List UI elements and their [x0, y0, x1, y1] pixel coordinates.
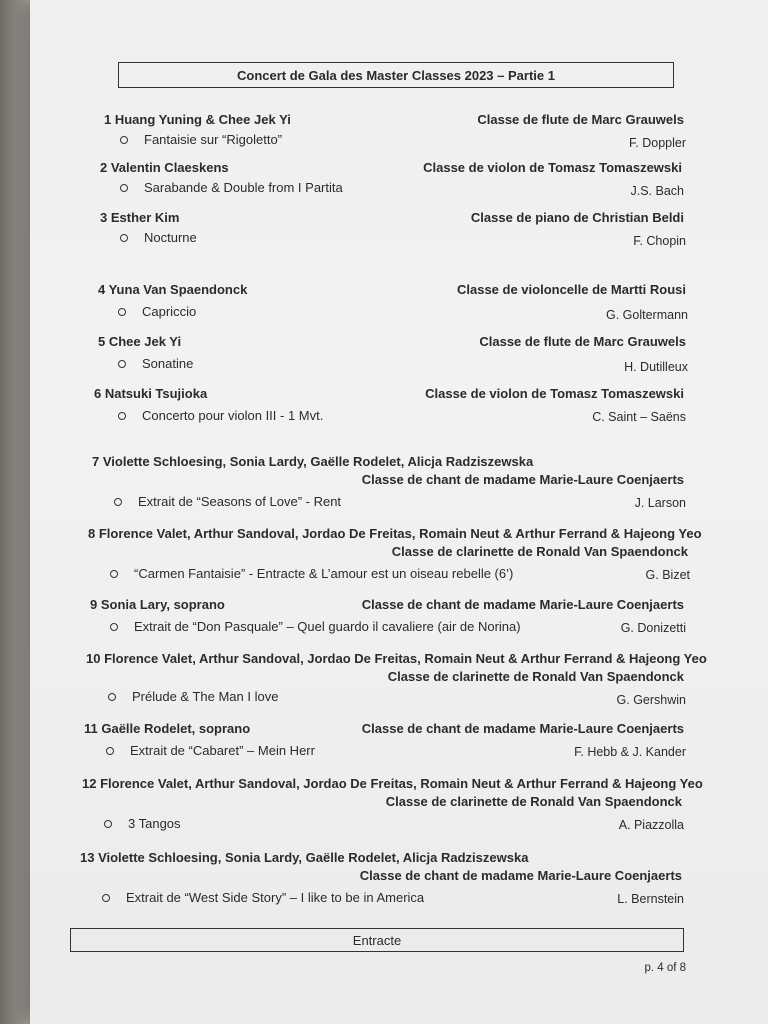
bullet-icon — [120, 234, 128, 242]
composer-name: F. Doppler — [629, 136, 686, 150]
class-name: Classe de chant de madame Marie-Laure Coenjaerts — [361, 597, 684, 612]
composer-name: J. Larson — [634, 496, 686, 510]
performer-name: 9 Sonia Lary, soprano — [90, 597, 225, 612]
performer-name: 5 Chee Jek Yi — [98, 334, 182, 349]
composer-name: G. Gershwin — [616, 693, 686, 707]
bullet-icon — [108, 693, 116, 701]
composer-name: L. Bernstein — [617, 892, 684, 906]
piece-line — [120, 230, 197, 245]
piece-title: Extrait de “West Side Story” – I like to be in America — [126, 890, 425, 905]
performer-name: 13 Violette Schloesing, Sonia Lardy, Gaëlle Rodelet, Alicja Radziszewska — [80, 850, 529, 865]
program-title-box — [118, 62, 674, 88]
entracte-box — [70, 928, 684, 952]
bullet-icon — [120, 184, 128, 192]
piece-title: Extrait de “Seasons of Love” - Rent — [138, 494, 342, 509]
piece-line — [108, 689, 278, 704]
background-surface — [0, 0, 30, 1024]
bullet-icon — [114, 498, 122, 506]
bullet-icon — [110, 623, 118, 631]
class-name: Classe de violon de Tomasz Tomaszewski — [423, 160, 682, 175]
piece-line — [120, 132, 282, 147]
bullet-icon — [118, 412, 126, 420]
composer-name: G. Goltermann — [606, 308, 688, 322]
program-title: Concert de Gala des Master Classes 2023 – Partie 1 — [237, 67, 555, 83]
performer-name: 4 Yuna Van Spaendonck — [98, 282, 248, 297]
bullet-icon — [118, 360, 126, 368]
bullet-icon — [104, 820, 112, 828]
class-name: Classe de flute de Marc Grauwels — [479, 334, 686, 349]
bullet-icon — [106, 747, 114, 755]
class-name: Classe de violoncelle de Martti Rousi — [456, 282, 686, 297]
performer-name: 10 Florence Valet, Arthur Sandoval, Jordao De Freitas, Romain Neut & Arthur Ferrand & Hajeong Yeo — [86, 651, 707, 666]
performer-name: 3 Esther Kim — [100, 210, 180, 225]
piece-line — [118, 356, 193, 371]
piece-line — [102, 890, 424, 905]
performer-name: 6 Natsuki Tsujioka — [94, 386, 208, 401]
performer-name: 1 Huang Yuning & Chee Jek Yi — [104, 112, 291, 127]
performer-name: 7 Violette Schloesing, Sonia Lardy, Gaëlle Rodelet, Alicja Radziszewska — [92, 454, 534, 469]
piece-title: 3 Tangos — [128, 816, 181, 831]
piece-line — [104, 816, 181, 831]
piece-title: Nocturne — [144, 230, 197, 245]
performer-name: 12 Florence Valet, Arthur Sandoval, Jordao De Freitas, Romain Neut & Arthur Ferrand & Hajeong Yeo — [82, 776, 703, 791]
piece-line — [118, 304, 196, 319]
bullet-icon — [110, 570, 118, 578]
class-name: Classe de flute de Marc Grauwels — [477, 112, 684, 127]
composer-name: C. Saint – Saëns — [592, 410, 686, 424]
composer-name: F. Chopin — [633, 234, 686, 248]
bullet-icon — [118, 308, 126, 316]
class-name: Classe de clarinette de Ronald Van Spaendonck — [385, 794, 682, 809]
piece-line — [106, 743, 315, 758]
class-name: Classe de chant de madame Marie-Laure Coenjaerts — [361, 721, 684, 736]
piece-title: “Carmen Fantaisie” - Entracte & L’amour est un oiseau rebelle (6’) — [134, 566, 514, 581]
piece-title: Fantaisie sur “Rigoletto” — [144, 132, 282, 147]
piece-title: Sarabande & Double from I Partita — [144, 180, 343, 195]
class-name: Classe de violon de Tomasz Tomaszewski — [425, 386, 684, 401]
composer-name: G. Bizet — [645, 568, 690, 582]
piece-line — [110, 619, 521, 634]
class-name: Classe de clarinette de Ronald Van Spaendonck — [387, 669, 684, 684]
piece-line — [120, 180, 343, 195]
composer-name: A. Piazzolla — [618, 818, 684, 832]
composer-name: H. Dutilleux — [624, 360, 688, 374]
performer-name: 11 Gaëlle Rodelet, soprano — [84, 721, 251, 736]
piece-title: Sonatine — [142, 356, 194, 371]
piece-line — [110, 566, 513, 581]
class-name: Classe de chant de madame Marie-Laure Coenjaerts — [361, 472, 684, 487]
composer-name: J.S. Bach — [630, 184, 684, 198]
bullet-icon — [120, 136, 128, 144]
composer-name: G. Donizetti — [620, 621, 686, 635]
performer-name: 8 Florence Valet, Arthur Sandoval, Jordao De Freitas, Romain Neut & Arthur Ferrand & Hajeong Yeo — [88, 526, 702, 541]
piece-title: Capriccio — [142, 304, 197, 319]
piece-line — [118, 408, 323, 423]
class-name: Classe de chant de madame Marie-Laure Coenjaerts — [359, 868, 682, 883]
bullet-icon — [102, 894, 110, 902]
piece-title: Concerto pour violon III - 1 Mvt. — [142, 408, 324, 423]
entracte-label: Entracte — [352, 932, 402, 948]
piece-title: Prélude & The Man I love — [132, 689, 279, 704]
page-number: p. 4 of 8 — [644, 962, 686, 974]
class-name: Classe de clarinette de Ronald Van Spaendonck — [391, 544, 688, 559]
performer-name: 2 Valentin Claeskens — [100, 160, 229, 175]
composer-name: F. Hebb & J. Kander — [574, 745, 686, 759]
program-page — [30, 0, 768, 1024]
piece-title: Extrait de “Cabaret” – Mein Herr — [130, 743, 315, 758]
piece-line — [114, 494, 341, 509]
class-name: Classe de piano de Christian Beldi — [470, 210, 684, 225]
piece-title: Extrait de “Don Pasquale” – Quel guardo il cavaliere (air de Norina) — [134, 619, 521, 634]
